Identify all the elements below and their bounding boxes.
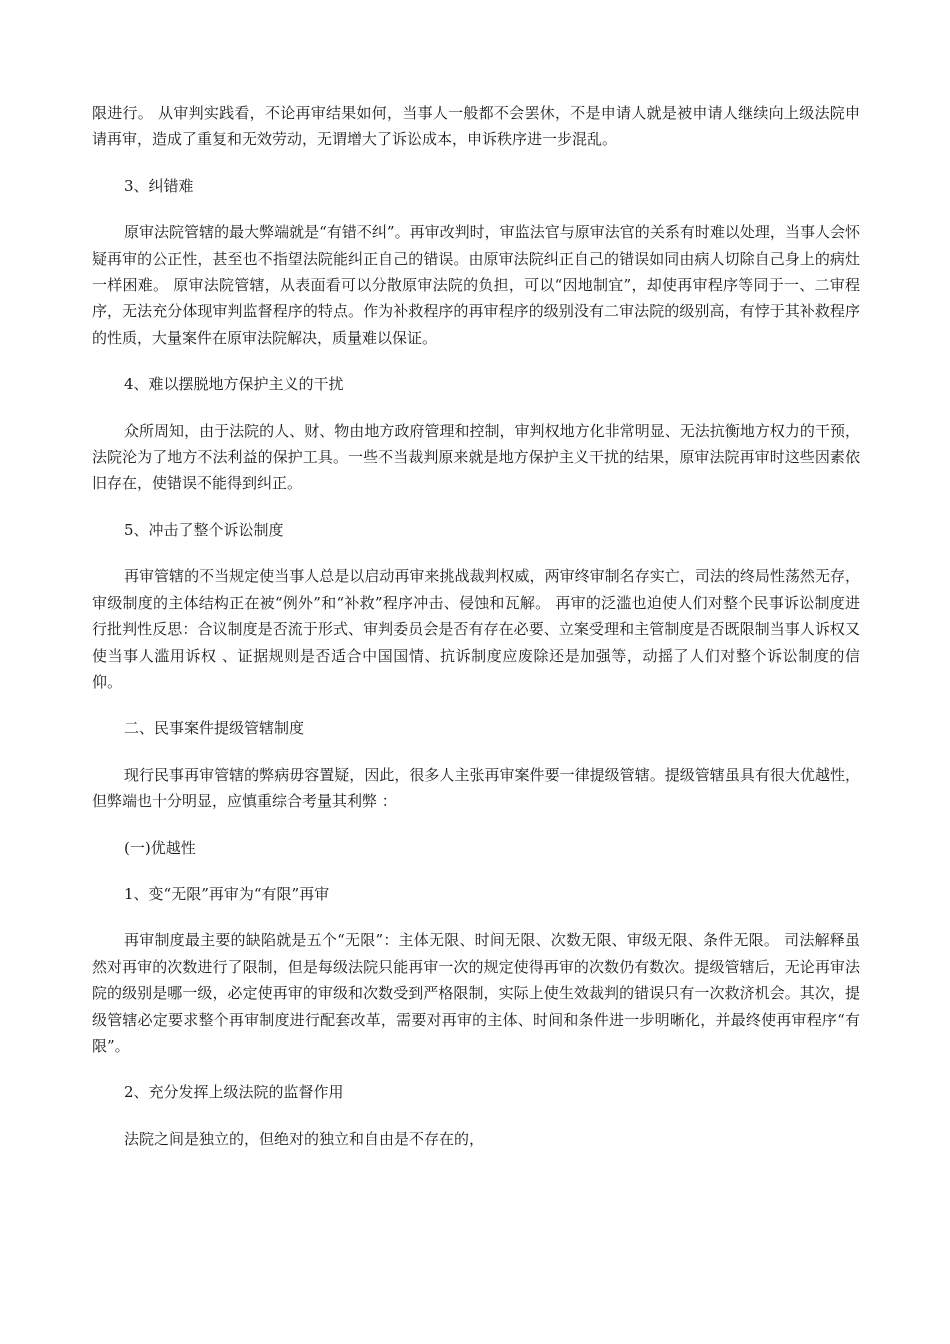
heading-litigation-system: 5、冲击了整个诉讼制度 — [124, 520, 284, 539]
paragraph-supervision: 法院之间是独立的，但绝对的独立和自由是不存在的， — [124, 1129, 485, 1148]
document-page — [92, 100, 860, 1172]
paragraph-intro: 限进行。 从审判实践看，不论再审结果如何，当事人一般都不会罢休，不是申请人就是被申请人继续向上级法院申请再审，造成了重复和无效劳动，无谓增大了诉讼成本，申诉秩序进一步混乱。 — [92, 104, 860, 149]
heading-local-protectionism: 4、难以摆脱地方保护主义的干扰 — [124, 375, 344, 394]
paragraph-error-correction: 原审法院管辖的最大弊端就是“有错不纠”。再审改判时，审监法官与原审法官的关系有时难以处理，当事人会怀疑再审的公正性，甚至也不指望法院能纠正自己的错误。由原审法院纠正自己的错误如同由病人切除自己身上的病灶一样困难。 原审法院管辖，从表面看可以分散原审法院的负担，可以“因地制宜”，却使再审程序等同于一、二审程序，无法充分体现审判监督程序的特点。作为补救程序的再审程序的级别没有二审法院的级别高，有悖于其补救程序的性质，大量案件在原审法院解决，质量难以保证。 — [92, 223, 860, 347]
heading-error-correction: 3、纠错难 — [124, 176, 194, 195]
paragraph-limited-retrial: 再审制度最主要的缺陷就是五个“无限”：主体无限、时间无限、次数无限、审级无限、条件无限。 司法解释虽然对再审的次数进行了限制，但是每级法院只能再审一次的规定使得再审的次数仍有数次。提级管辖后，无论再审法院的级别是哪一级，必定使再审的审级和次数受到严格限制，实际上使生效裁判的错误只有一次救济机会。其次，提级管辖必定要求整个再审制度进行配套改革，需要对再审的主体、时间和条件进一步明晰化，并最终使再审程序“有限”。 — [92, 931, 860, 1055]
heading-section-two: 二、民事案件提级管辖制度 — [124, 719, 305, 738]
heading-supervision: 2、充分发挥上级法院的监督作用 — [124, 1083, 344, 1102]
paragraph-section-two: 现行民事再审管辖的弊病毋容置疑，因此，很多人主张再审案件要一律提级管辖。提级管辖虽具有很大优越性，但弊端也十分明显，应慎重综合考量其利弊 ： — [92, 765, 860, 811]
heading-advantages: (一)优越性 — [124, 838, 196, 857]
paragraph-litigation-system: 再审管辖的不当规定使当事人总是以启动再审来挑战裁判权威，两审终审制名存实亡，司法的终局性荡然无存，审级制度的主体结构正在被“例外”和“补救”程序冲击、侵蚀和瓦解。 再审的泛滥也迫使人们对整个民事诉讼制度进行批判性反思：合议制度是否流于形式、审判委员会是否有存在必要、立案受理和主管制度是否既限制当事人诉权又使当事人滥用诉权 、证据规则是否适合中国国情、抗诉制度应废除还是加强等，动摇了人们对整个诉讼制度的信仰。 — [92, 567, 860, 691]
paragraph-local-protectionism: 众所周知，由于法院的人、财、物由地方政府管理和控制，审判权地方化非常明显、无法抗衡地方权力的干预，法院沦为了地方不法利益的保护工具。一些不当裁判原来就是地方保护主义干扰的结果，原审法院再审时这些因素依旧存在，使错误不能得到纠正。 — [92, 421, 860, 493]
heading-limited-retrial: 1、变“无限”再审为“有限”再审 — [124, 884, 330, 903]
